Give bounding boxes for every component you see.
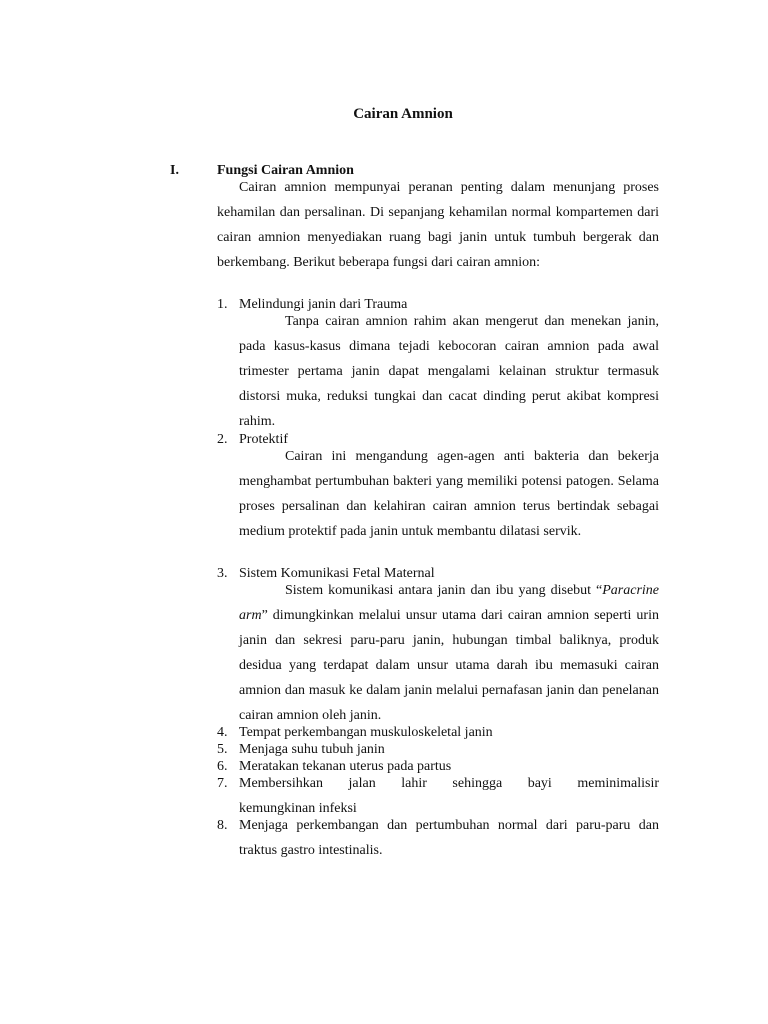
list-item-number: 5.: [217, 742, 228, 757]
list-item-number: 7.: [217, 776, 228, 791]
list-item-label-line1: Membersihkan jalan lahir sehingga bayi meminimalisir: [239, 776, 659, 791]
list-item-label: Menjaga suhu tubuh janin: [239, 742, 385, 757]
item-3-text-start: Sistem komunikasi antara janin dan ibu yang disebut “: [285, 583, 603, 598]
item-3-paragraph: [239, 578, 659, 728]
section-number: I.: [170, 163, 179, 178]
section-heading: Fungsi Cairan Amnion: [217, 163, 354, 178]
item-2-paragraph: Cairan ini mengandung agen-agen anti bakteria dan bekerja menghambat pertumbuhan bakteri yang memiliki potensi patogen. Selama proses persalinan dan kelahiran cairan amnion terus bertindak sebagai medium protektif pada janin untuk membantu dilatasi servik.: [239, 449, 659, 539]
list-item-label: Protektif: [239, 432, 288, 447]
list-item-number: 6.: [217, 759, 228, 774]
list-item-label: Sistem Komunikasi Fetal Maternal: [239, 566, 435, 581]
list-item-label: Tempat perkembangan muskuloskeletal janin: [239, 725, 493, 740]
document-title: Cairan Amnion: [353, 106, 453, 122]
intro-paragraph: Cairan amnion mempunyai peranan penting dalam menunjang proses kehamilan dan persalinan. Di sepanjang kehamilan normal kompartemen dari cairan amnion menyediakan ruang bagi janin untuk tumbuh bergerak dan berkembang. Berikut beberapa fungsi dari cairan amnion:: [217, 180, 659, 270]
list-item-number: 4.: [217, 725, 228, 740]
list-item-label: Meratakan tekanan uterus pada partus: [239, 759, 452, 774]
list-item-number: 8.: [217, 818, 228, 833]
list-item-8: [217, 817, 659, 863]
list-item-label-line2: kemungkinan infeksi: [239, 801, 357, 816]
list-item-number: 1.: [217, 297, 228, 312]
item-3-italic-term: Paracrine arm: [239, 583, 659, 623]
item-3-text-end: ” dimungkinkan melalui unsur utama dari cairan amnion seperti urin janin dan sekresi paru-paru janin, hubungan timbal baliknya, produk desidua yang terdapat dalam unsur utama darah ibu memasuki cairan amnion dan masuk ke dalam janin melalui pernafasan janin dan penelanan cairan amnion oleh janin.: [239, 608, 659, 723]
list-item-number: 3.: [217, 566, 228, 581]
item-1-paragraph: Tanpa cairan amnion rahim akan mengerut dan menekan janin, pada kasus-kasus dimana tejadi kebocoran cairan amnion pada awal trimester pertama janin dapat mengalami kelainan struktur termasuk distorsi muka, reduksi tungkai dan cacat dinding perut akibat kompresi rahim.: [239, 314, 659, 429]
list-item-number: 2.: [217, 432, 228, 447]
list-item-label: Menjaga perkembangan dan pertumbuhan normal dari paru-paru dan traktus gastro intestinalis.: [239, 818, 659, 858]
list-item-label: Melindungi janin dari Trauma: [239, 297, 408, 312]
